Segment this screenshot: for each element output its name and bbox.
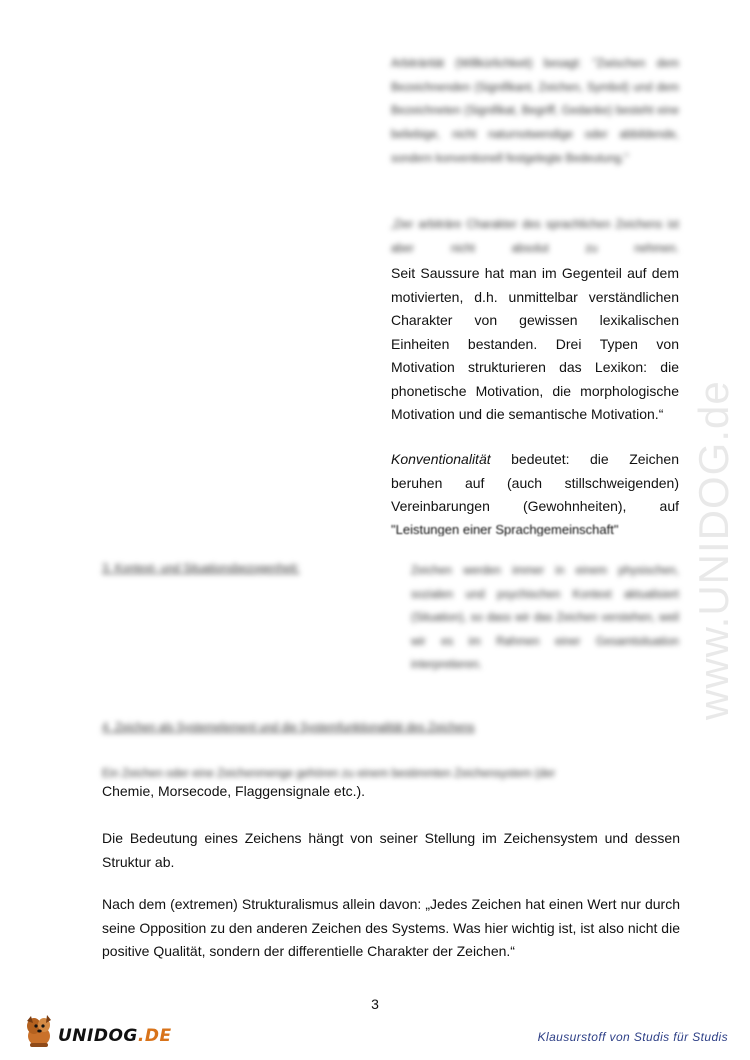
- bedeutung-paragraph: Die Bedeutung eines Zeichens hängt von seiner Stellung im Zeichensystem und dessen Struktur ab.: [102, 830, 680, 870]
- arbitraritaet-text: Arbiträrität (Willkürlichkeit) besagt: "Zwischen dem Bezeichnenden (Signifikant, Zeichen, Symbol) und dem Bezeichneten (Signifikat, Begriff, Gedanke) besteht eine beliebige, nicht naturnotwendige oder abbildende, sondern konventionell festgelegte Bedeutung.": [391, 58, 679, 165]
- unidog-logo[interactable]: [22, 1012, 172, 1052]
- page-number: 3: [371, 996, 379, 1012]
- section4-blurred-line: Ein Zeichen oder eine Zeichenmenge gehören zu einem bestimmten Zeichensystem (der: [102, 768, 556, 780]
- section4-partial-text: Chemie, Morsecode, Flaggensignale etc.).: [102, 786, 366, 799]
- konventionalitaet-last-line: "Leistungen einer Sprachgemeinschaft": [391, 522, 619, 536]
- logo-text-suffix: .DE: [137, 1026, 172, 1046]
- section4-heading: 4. Zeichen als Systemelement und die Systemfunktionalität des Zeichens: [102, 722, 475, 734]
- strukturalismus-paragraph: Nach dem (extremen) Strukturalismus allein davon: „Jedes Zeichen hat einen Wert nur durch seine Opposition zu den anderen Zeichen des Systems. Was hier wichtig ist, ist also nicht die positive Qualität, sondern der differentielle Charakter der Zeichen.“: [102, 896, 680, 959]
- logo-text-main: UNIDOG: [58, 1026, 138, 1046]
- konventionalitaet-text: bedeutet: die Zeichen beruhen auf (auch stillschweigenden) Vereinbarungen (Gewohnheiten), auf: [391, 451, 679, 514]
- quote-blurred-text: „Der arbiträre Charakter des sprachlichen Zeichens ist aber nicht absolut zu nehmen.: [391, 219, 679, 255]
- watermark-text: www.UNIDOG.de: [690, 380, 737, 720]
- section3-body: [411, 560, 679, 678]
- konventionalitaet-paragraph: [391, 448, 679, 519]
- section3-heading: 3. Kontext- und Situationsbezogenheit:: [102, 563, 300, 575]
- quote-paragraph: [391, 262, 679, 427]
- konventionalitaet-term: Konventionalität: [391, 451, 491, 467]
- quote-blurred-lines: [391, 214, 679, 261]
- quote-text: Seit Saussure hat man im Gegenteil auf dem motivierten, d.h. unmittelbar verständlichen Charakter von gewissen lexikalischen Einheiten bestanden. Drei Typen von Motivation strukturieren das Lexikon: die phonetische Motivation, die morphologische Motivation und die semantische Motivation.“: [391, 265, 679, 422]
- footer-slogan: Klausurstoff von Studis für Studis: [537, 1030, 728, 1044]
- section4-partial-line: [102, 786, 680, 800]
- section3-text: Zeichen werden immer in einem physischen, sozialen und psychischen Kontext aktualisiert (Situation), so dass wir das Zeichen verstehen, weil wir es im Rahmen einer Gesamtsituation interpretieren.: [411, 565, 679, 671]
- logo-text: [58, 1026, 172, 1046]
- arbitraritaet-paragraph: [391, 53, 679, 172]
- dog-mascot-icon: [22, 1014, 56, 1050]
